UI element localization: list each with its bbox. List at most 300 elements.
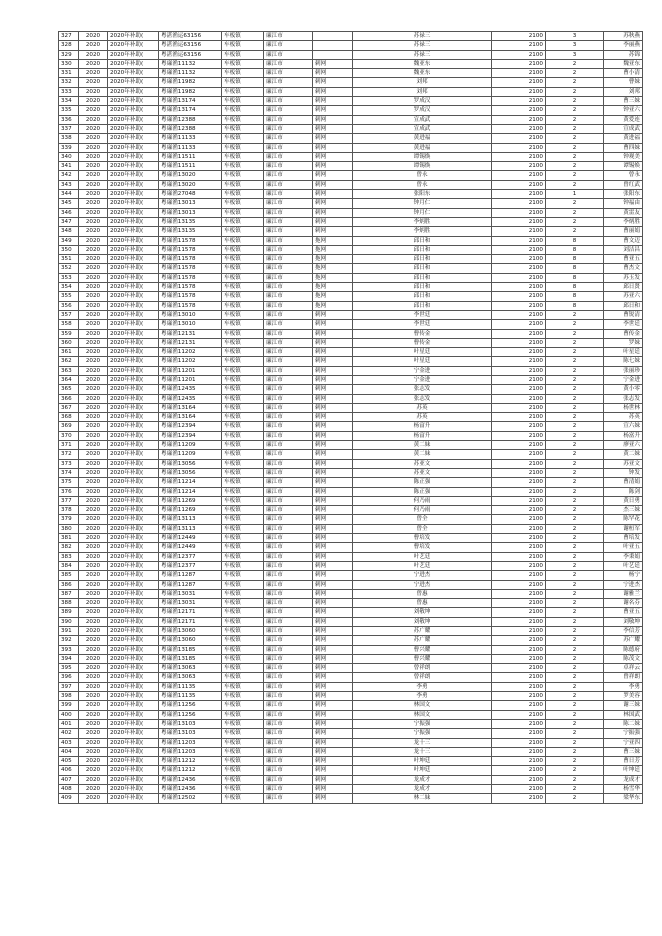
cell-crew-count: 8 [546, 273, 604, 282]
cell-subsidy-type: 2020年补助( [108, 692, 159, 701]
table-row [59, 654, 643, 663]
cell-crew-count: 2 [546, 143, 604, 152]
table-row [59, 636, 643, 645]
cell-town: 车板镇 [222, 255, 264, 264]
cell-vessel-number: 粤廉渔12388 [159, 115, 222, 124]
cell-owner-name: 刘邦 [353, 87, 492, 96]
cell-town: 车板镇 [222, 775, 264, 784]
cell-amount: 2100 [492, 152, 546, 161]
cell-fishing-type: 刺网 [313, 747, 353, 756]
cell-row-number: 389 [59, 608, 79, 617]
cell-vessel-number: 粤廉渔11202 [159, 357, 222, 366]
cell-crew-count: 2 [546, 496, 604, 505]
cell-row-number: 394 [59, 654, 79, 663]
cell-subsidy-type: 2020年补助( [108, 441, 159, 450]
cell-recipient-name: 谢雅兰 [604, 589, 643, 598]
cell-fishing-type: 刺网 [313, 217, 353, 226]
cell-crew-count: 2 [546, 459, 604, 468]
cell-row-number: 407 [59, 775, 79, 784]
cell-year: 2020 [79, 673, 108, 682]
cell-town: 车板镇 [222, 366, 264, 375]
cell-row-number: 388 [59, 599, 79, 608]
cell-vessel-number: 粤廉渔12449 [159, 534, 222, 543]
cell-row-number: 401 [59, 719, 79, 728]
table-row [59, 394, 643, 403]
cell-recipient-name: 陈二妹 [604, 719, 643, 728]
table-row [59, 729, 643, 738]
cell-fishing-type: 刺网 [313, 496, 353, 505]
table-row [59, 375, 643, 384]
cell-fishing-type: 拖网 [313, 273, 353, 282]
cell-owner-name: 叶艺廷 [353, 561, 492, 570]
cell-recipient-name: 宁金进 [604, 375, 643, 384]
cell-owner-name: 曹传金 [353, 338, 492, 347]
cell-owner-name: 黄进福 [353, 143, 492, 152]
cell-row-number: 338 [59, 134, 79, 143]
cell-city: 廉江市 [264, 394, 313, 403]
cell-amount: 2100 [492, 106, 546, 115]
cell-recipient-name: 卓祥云 [604, 664, 643, 673]
cell-vessel-number: 粤廉渔11578 [159, 236, 222, 245]
cell-subsidy-type: 2020年补助( [108, 143, 159, 152]
cell-recipient-name: 苏锦 [604, 50, 643, 59]
cell-town: 车板镇 [222, 310, 264, 319]
cell-city: 廉江市 [264, 227, 313, 236]
table-row [59, 431, 643, 440]
cell-subsidy-type: 2020年补助( [108, 162, 159, 171]
cell-year: 2020 [79, 719, 108, 728]
cell-city: 廉江市 [264, 236, 313, 245]
cell-amount: 2100 [492, 515, 546, 524]
cell-amount: 2100 [492, 729, 546, 738]
cell-crew-count: 2 [546, 217, 604, 226]
cell-year: 2020 [79, 310, 108, 319]
cell-year: 2020 [79, 59, 108, 68]
cell-fishing-type: 刺网 [313, 459, 353, 468]
cell-crew-count: 2 [546, 450, 604, 459]
cell-town: 车板镇 [222, 162, 264, 171]
cell-amount: 2100 [492, 385, 546, 394]
table-row [59, 710, 643, 719]
cell-city: 廉江市 [264, 571, 313, 580]
cell-recipient-name: 谢名芬 [604, 599, 643, 608]
cell-fishing-type: 刺网 [313, 561, 353, 570]
cell-vessel-number: 粤廉渔11133 [159, 143, 222, 152]
table-row [59, 441, 643, 450]
cell-vessel-number: 粤廉渔13063 [159, 664, 222, 673]
cell-fishing-type: 刺网 [313, 710, 353, 719]
cell-year: 2020 [79, 115, 108, 124]
cell-fishing-type: 刺网 [313, 320, 353, 329]
cell-crew-count: 2 [546, 78, 604, 87]
table-row [59, 171, 643, 180]
cell-vessel-number: 粤廉渔11132 [159, 69, 222, 78]
cell-recipient-name: 张丽珍 [604, 366, 643, 375]
cell-city: 廉江市 [264, 375, 313, 384]
cell-row-number: 403 [59, 738, 79, 747]
cell-subsidy-type: 2020年补助( [108, 69, 159, 78]
cell-crew-count: 2 [546, 738, 604, 747]
cell-amount: 2100 [492, 431, 546, 440]
cell-row-number: 409 [59, 794, 79, 803]
cell-recipient-name: 苏秋燕 [604, 32, 643, 41]
cell-city: 廉江市 [264, 729, 313, 738]
table-row [59, 50, 643, 59]
cell-fishing-type: 刺网 [313, 524, 353, 533]
cell-crew-count: 2 [546, 729, 604, 738]
table-row [59, 115, 643, 124]
cell-owner-name: 龙十三 [353, 747, 492, 756]
cell-amount: 2100 [492, 208, 546, 217]
table-row [59, 320, 643, 329]
cell-amount: 2100 [492, 348, 546, 357]
cell-owner-name: 曾全 [353, 524, 492, 533]
cell-recipient-name: 黄爱连 [604, 115, 643, 124]
cell-crew-count: 2 [546, 422, 604, 431]
cell-year: 2020 [79, 589, 108, 598]
cell-row-number: 350 [59, 245, 79, 254]
cell-subsidy-type: 2020年补助( [108, 719, 159, 728]
table-row [59, 627, 643, 636]
cell-fishing-type: 刺网 [313, 794, 353, 803]
cell-subsidy-type: 2020年补助( [108, 496, 159, 505]
cell-owner-name: 曾永 [353, 171, 492, 180]
table-row [59, 236, 643, 245]
cell-crew-count: 2 [546, 534, 604, 543]
cell-city: 廉江市 [264, 283, 313, 292]
cell-vessel-number: 粤廉渔11135 [159, 692, 222, 701]
cell-vessel-number: 粤廉渔13185 [159, 654, 222, 663]
cell-row-number: 402 [59, 729, 79, 738]
cell-fishing-type: 刺网 [313, 441, 353, 450]
cell-city: 廉江市 [264, 264, 313, 273]
cell-subsidy-type: 2020年补助( [108, 134, 159, 143]
cell-town: 车板镇 [222, 320, 264, 329]
cell-fishing-type: 拖网 [313, 264, 353, 273]
cell-fishing-type: 刺网 [313, 227, 353, 236]
cell-year: 2020 [79, 320, 108, 329]
cell-owner-name: 刘敬坤 [353, 608, 492, 617]
cell-recipient-name: 曾祥朗 [604, 673, 643, 682]
cell-fishing-type: 刺网 [313, 543, 353, 552]
cell-amount: 2100 [492, 636, 546, 645]
cell-amount: 2100 [492, 357, 546, 366]
cell-owner-name: 李勇 [353, 682, 492, 691]
cell-crew-count: 2 [546, 348, 604, 357]
cell-owner-name: 苏广耀 [353, 636, 492, 645]
cell-year: 2020 [79, 534, 108, 543]
cell-crew-count: 2 [546, 701, 604, 710]
cell-crew-count: 2 [546, 115, 604, 124]
cell-recipient-name: 罗妹 [604, 338, 643, 347]
cell-subsidy-type: 2020年补助( [108, 50, 159, 59]
cell-row-number: 370 [59, 431, 79, 440]
cell-crew-count: 2 [546, 199, 604, 208]
cell-town: 车板镇 [222, 608, 264, 617]
cell-town: 车板镇 [222, 171, 264, 180]
cell-amount: 2100 [492, 41, 546, 50]
cell-town: 车板镇 [222, 719, 264, 728]
cell-recipient-name: 谢三妹 [604, 701, 643, 710]
cell-row-number: 372 [59, 450, 79, 459]
cell-owner-name: 邱日和 [353, 301, 492, 310]
cell-recipient-name: 曹杰文 [604, 264, 643, 273]
cell-vessel-number: 粤廉渔13013 [159, 199, 222, 208]
cell-recipient-name: 叶星廷 [604, 348, 643, 357]
cell-fishing-type: 刺网 [313, 506, 353, 515]
cell-crew-count: 2 [546, 375, 604, 384]
cell-vessel-number: 粤廉渔12394 [159, 431, 222, 440]
cell-row-number: 344 [59, 190, 79, 199]
cell-recipient-name: 曹日芳 [604, 757, 643, 766]
cell-city: 廉江市 [264, 199, 313, 208]
cell-owner-name: 杨富升 [353, 431, 492, 440]
cell-owner-name: 宣成武 [353, 115, 492, 124]
cell-year: 2020 [79, 413, 108, 422]
table-row [59, 124, 643, 133]
cell-recipient-name: 黄日勇 [604, 496, 643, 505]
cell-recipient-name: 曾红武 [604, 180, 643, 189]
cell-subsidy-type: 2020年补助( [108, 561, 159, 570]
cell-amount: 2100 [492, 69, 546, 78]
cell-amount: 2100 [492, 701, 546, 710]
cell-owner-name: 刘邦 [353, 78, 492, 87]
cell-crew-count: 2 [546, 747, 604, 756]
cell-town: 车板镇 [222, 394, 264, 403]
cell-amount: 2100 [492, 217, 546, 226]
cell-owner-name: 邱日和 [353, 236, 492, 245]
cell-subsidy-type: 2020年补助( [108, 627, 159, 636]
cell-fishing-type: 刺网 [313, 69, 353, 78]
cell-fishing-type: 刺网 [313, 468, 353, 477]
table-row [59, 292, 643, 301]
table-row [59, 283, 643, 292]
cell-amount: 2100 [492, 692, 546, 701]
cell-crew-count: 2 [546, 561, 604, 570]
cell-town: 车板镇 [222, 413, 264, 422]
cell-row-number: 339 [59, 143, 79, 152]
cell-row-number: 397 [59, 682, 79, 691]
table-row [59, 775, 643, 784]
cell-recipient-name: 陈七妹 [604, 357, 643, 366]
cell-city: 廉江市 [264, 134, 313, 143]
cell-amount: 2100 [492, 654, 546, 663]
cell-year: 2020 [79, 580, 108, 589]
cell-row-number: 359 [59, 329, 79, 338]
cell-subsidy-type: 2020年补助( [108, 320, 159, 329]
cell-town: 车板镇 [222, 115, 264, 124]
cell-row-number: 396 [59, 673, 79, 682]
cell-town: 车板镇 [222, 766, 264, 775]
table-row [59, 794, 643, 803]
cell-fishing-type: 刺网 [313, 199, 353, 208]
cell-recipient-name: 陈剑 [604, 487, 643, 496]
cell-amount: 2100 [492, 506, 546, 515]
cell-town: 车板镇 [222, 301, 264, 310]
cell-crew-count: 2 [546, 515, 604, 524]
cell-fishing-type: 刺网 [313, 87, 353, 96]
cell-amount: 2100 [492, 413, 546, 422]
table-row [59, 487, 643, 496]
table-row [59, 673, 643, 682]
table-row [59, 143, 643, 152]
cell-row-number: 380 [59, 524, 79, 533]
cell-city: 廉江市 [264, 757, 313, 766]
cell-town: 车板镇 [222, 208, 264, 217]
table-row [59, 413, 643, 422]
cell-crew-count: 8 [546, 301, 604, 310]
cell-owner-name: 曾惠 [353, 599, 492, 608]
cell-crew-count: 2 [546, 97, 604, 106]
cell-recipient-name: 宣六妹 [604, 422, 643, 431]
cell-amount: 2100 [492, 366, 546, 375]
cell-crew-count: 2 [546, 385, 604, 394]
cell-crew-count: 3 [546, 50, 604, 59]
cell-town: 车板镇 [222, 450, 264, 459]
table-row [59, 552, 643, 561]
cell-year: 2020 [79, 757, 108, 766]
cell-year: 2020 [79, 69, 108, 78]
cell-vessel-number: 粤廉渔11132 [159, 59, 222, 68]
cell-amount: 2100 [492, 292, 546, 301]
cell-owner-name: 林二妹 [353, 794, 492, 803]
table-row [59, 468, 643, 477]
cell-town: 车板镇 [222, 673, 264, 682]
cell-year: 2020 [79, 468, 108, 477]
cell-amount: 2100 [492, 571, 546, 580]
table-row [59, 264, 643, 273]
cell-recipient-name: 曹小清 [604, 69, 643, 78]
cell-row-number: 378 [59, 506, 79, 515]
cell-owner-name: 苏英 [353, 403, 492, 412]
cell-crew-count: 3 [546, 32, 604, 41]
cell-fishing-type: 刺网 [313, 413, 353, 422]
cell-subsidy-type: 2020年补助( [108, 97, 159, 106]
cell-recipient-name: 陈茂文 [604, 654, 643, 663]
table-row [59, 152, 643, 161]
cell-row-number: 400 [59, 710, 79, 719]
cell-vessel-number: 粤廉渔11214 [159, 487, 222, 496]
cell-subsidy-type: 2020年补助( [108, 366, 159, 375]
cell-subsidy-type: 2020年补助( [108, 152, 159, 161]
table-row [59, 245, 643, 254]
cell-recipient-name: 曹三妹 [604, 747, 643, 756]
cell-subsidy-type: 2020年补助( [108, 468, 159, 477]
cell-city: 廉江市 [264, 106, 313, 115]
cell-vessel-number: 粤廉渔13164 [159, 413, 222, 422]
cell-year: 2020 [79, 375, 108, 384]
cell-amount: 2100 [492, 710, 546, 719]
cell-fishing-type: 刺网 [313, 329, 353, 338]
cell-subsidy-type: 2020年补助( [108, 664, 159, 673]
cell-year: 2020 [79, 190, 108, 199]
cell-subsidy-type: 2020年补助( [108, 775, 159, 784]
cell-year: 2020 [79, 106, 108, 115]
cell-year: 2020 [79, 561, 108, 570]
cell-owner-name: 李世廷 [353, 310, 492, 319]
cell-city: 廉江市 [264, 422, 313, 431]
cell-amount: 2100 [492, 124, 546, 133]
table-body [59, 32, 643, 804]
cell-town: 车板镇 [222, 534, 264, 543]
cell-town: 车板镇 [222, 571, 264, 580]
cell-town: 车板镇 [222, 552, 264, 561]
cell-amount: 2100 [492, 534, 546, 543]
cell-city: 廉江市 [264, 496, 313, 505]
cell-vessel-number: 粤廉渔11209 [159, 441, 222, 450]
cell-recipient-name: 钟观美 [604, 152, 643, 161]
cell-city: 廉江市 [264, 617, 313, 626]
cell-year: 2020 [79, 152, 108, 161]
cell-amount: 2100 [492, 78, 546, 87]
cell-crew-count: 2 [546, 673, 604, 682]
cell-amount: 2100 [492, 255, 546, 264]
cell-owner-name: 叶星廷 [353, 348, 492, 357]
cell-subsidy-type: 2020年补助( [108, 310, 159, 319]
cell-owner-name: 曾祥朗 [353, 664, 492, 673]
cell-vessel-number: 粤廉渔11511 [159, 152, 222, 161]
cell-vessel-number: 粤廉渔13103 [159, 729, 222, 738]
cell-recipient-name: 钟发 [604, 468, 643, 477]
cell-town: 车板镇 [222, 506, 264, 515]
cell-subsidy-type: 2020年补助( [108, 413, 159, 422]
table-row [59, 580, 643, 589]
cell-fishing-type: 刺网 [313, 190, 353, 199]
cell-subsidy-type: 2020年补助( [108, 199, 159, 208]
cell-amount: 2100 [492, 747, 546, 756]
cell-vessel-number: 粤廉渔13020 [159, 180, 222, 189]
cell-city: 廉江市 [264, 190, 313, 199]
cell-subsidy-type: 2020年补助( [108, 78, 159, 87]
cell-crew-count: 2 [546, 617, 604, 626]
cell-recipient-name: 曹锐清 [604, 310, 643, 319]
cell-subsidy-type: 2020年补助( [108, 589, 159, 598]
cell-subsidy-type: 2020年补助( [108, 208, 159, 217]
cell-crew-count: 2 [546, 431, 604, 440]
cell-vessel-number: 粤廉渔13031 [159, 599, 222, 608]
cell-owner-name: 苏禄三 [353, 32, 492, 41]
cell-year: 2020 [79, 441, 108, 450]
cell-owner-name: 黄二妹 [353, 450, 492, 459]
cell-town: 车板镇 [222, 124, 264, 133]
cell-fishing-type [313, 32, 353, 41]
cell-town: 车板镇 [222, 338, 264, 347]
table-row [59, 106, 643, 115]
cell-year: 2020 [79, 41, 108, 50]
cell-vessel-number: 粤廉渔11578 [159, 273, 222, 282]
cell-row-number: 406 [59, 766, 79, 775]
cell-year: 2020 [79, 97, 108, 106]
cell-town: 车板镇 [222, 199, 264, 208]
cell-recipient-name: 张志发 [604, 394, 643, 403]
cell-vessel-number: 粤廉渔11203 [159, 747, 222, 756]
cell-town: 车板镇 [222, 283, 264, 292]
cell-city: 廉江市 [264, 143, 313, 152]
cell-row-number: 399 [59, 701, 79, 710]
cell-owner-name: 李勇 [353, 692, 492, 701]
cell-subsidy-type: 2020年补助( [108, 534, 159, 543]
cell-year: 2020 [79, 78, 108, 87]
cell-city: 廉江市 [264, 654, 313, 663]
cell-subsidy-type: 2020年补助( [108, 785, 159, 794]
cell-year: 2020 [79, 729, 108, 738]
cell-crew-count: 2 [546, 357, 604, 366]
cell-owner-name: 苏禄三 [353, 41, 492, 50]
cell-fishing-type: 拖网 [313, 301, 353, 310]
table-row [59, 69, 643, 78]
cell-vessel-number: 粤廉渔13031 [159, 589, 222, 598]
cell-vessel-number: 粤廉渔11135 [159, 682, 222, 691]
